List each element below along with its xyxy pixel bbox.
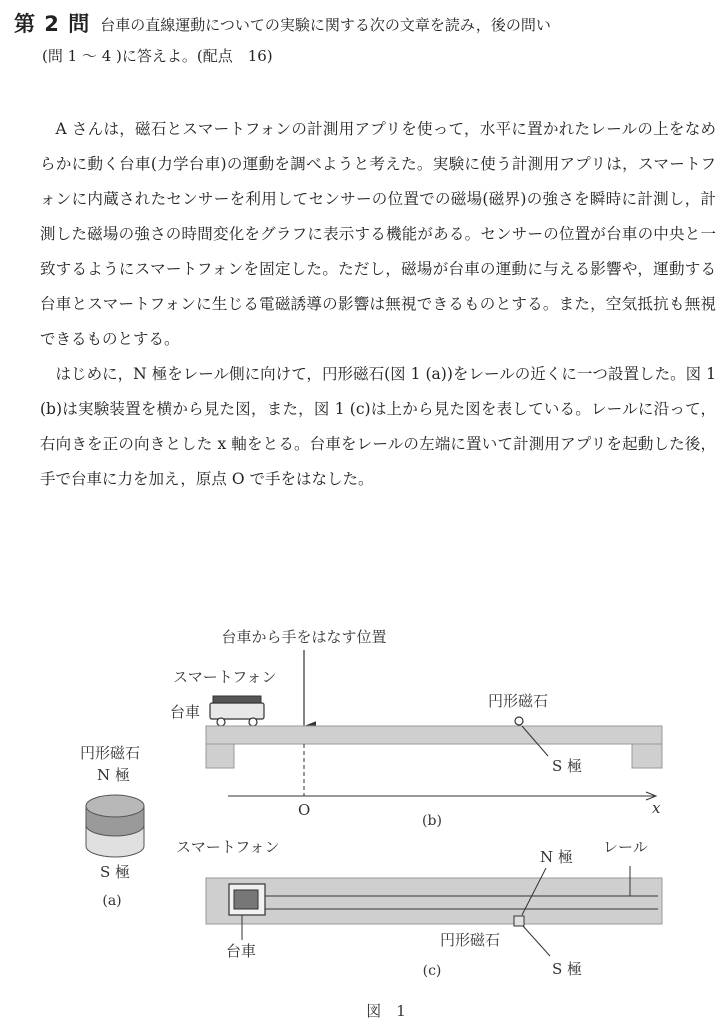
release-position-label: 台車から手をはなす位置 [221,628,387,646]
x-axis-label: x [652,799,661,817]
question-instruction-line2: (問 1 ～ 4 )に答えよ。(配点 16) [42,47,273,65]
figure-1-svg [0,620,728,1024]
question-number: 第 2 問 [14,12,91,36]
side-view-rail [206,726,662,768]
paragraph-1: A さんは，磁石とスマートフォンの計測用アプリを使って，水平に置かれたレールの上をなめらかに動く台車(力学台車)の運動を調べようと考えた。実験に使う計測用アプリは，スマートフォンに内蔵されたセンサーを利用してセンサーの位置での磁場(磁界)の強さを瞬時に計測し，計測した磁場の強さの時間変化をグラフに表示する機能がある。センサーの位置が台車の中央と一致するようにスマートフォンを固定した。ただし，磁場が台車の運動に与える影響や，運動する台車とスマートフォンに生じる電磁誘導の影響は無視できるものとする。また，空気抵抗も無視できるものとする。 [40,120,716,348]
panel-a-magnet-label: 円形磁石 [80,744,141,762]
top-spole-label: S 極 [552,960,583,978]
panel-a-npole-label: N 極 [97,766,130,784]
panel-a-label: (a) [102,893,122,909]
top-view-cart [229,884,265,915]
top-spole-leader [523,926,550,956]
side-spole-label: S 極 [552,757,583,775]
origin-label: O [298,801,311,819]
disc-magnet [86,795,144,857]
panel-b-label: (b) [422,813,442,829]
side-view-cart [210,696,264,726]
panel-c-label: (c) [422,963,442,979]
top-magnet-label: 円形磁石 [440,931,501,949]
figure-1 [0,620,728,1024]
top-rail-label: レール [603,838,648,856]
side-view-magnet [515,717,523,725]
top-cart-label: 台車 [226,942,257,960]
panel-a-spole-label: S 極 [100,863,131,881]
side-cart-label: 台車 [170,703,201,721]
top-view-magnet [514,916,524,926]
problem-body [40,112,716,497]
top-smartphone-label: スマートフォン [176,838,280,856]
side-smartphone-label: スマートフォン [173,668,277,686]
question-instruction-line1: 台車の直線運動についての実験に関する次の文章を読み，後の問い [100,16,551,34]
side-magnet-label: 円形磁石 [488,692,549,710]
paragraph-2: はじめに，N 極をレール側に向けて，円形磁石(図 1 (a))をレールの近くに一つ設置した。図 1 (b)は実験装置を横から見た図，また，図 1 (c)は上から見た図を表している。レールに沿って，右向きを正の向きとした x 軸をとる。台車をレールの左端に置いて計測用アプリを起動した後，手で台車に力を加え，原点 O で手をはなした。 [40,365,716,488]
top-npole-label: N 極 [540,848,573,866]
question-header [14,8,719,70]
top-view-rail [206,878,662,924]
figure-caption: 図 1 [366,1002,406,1020]
